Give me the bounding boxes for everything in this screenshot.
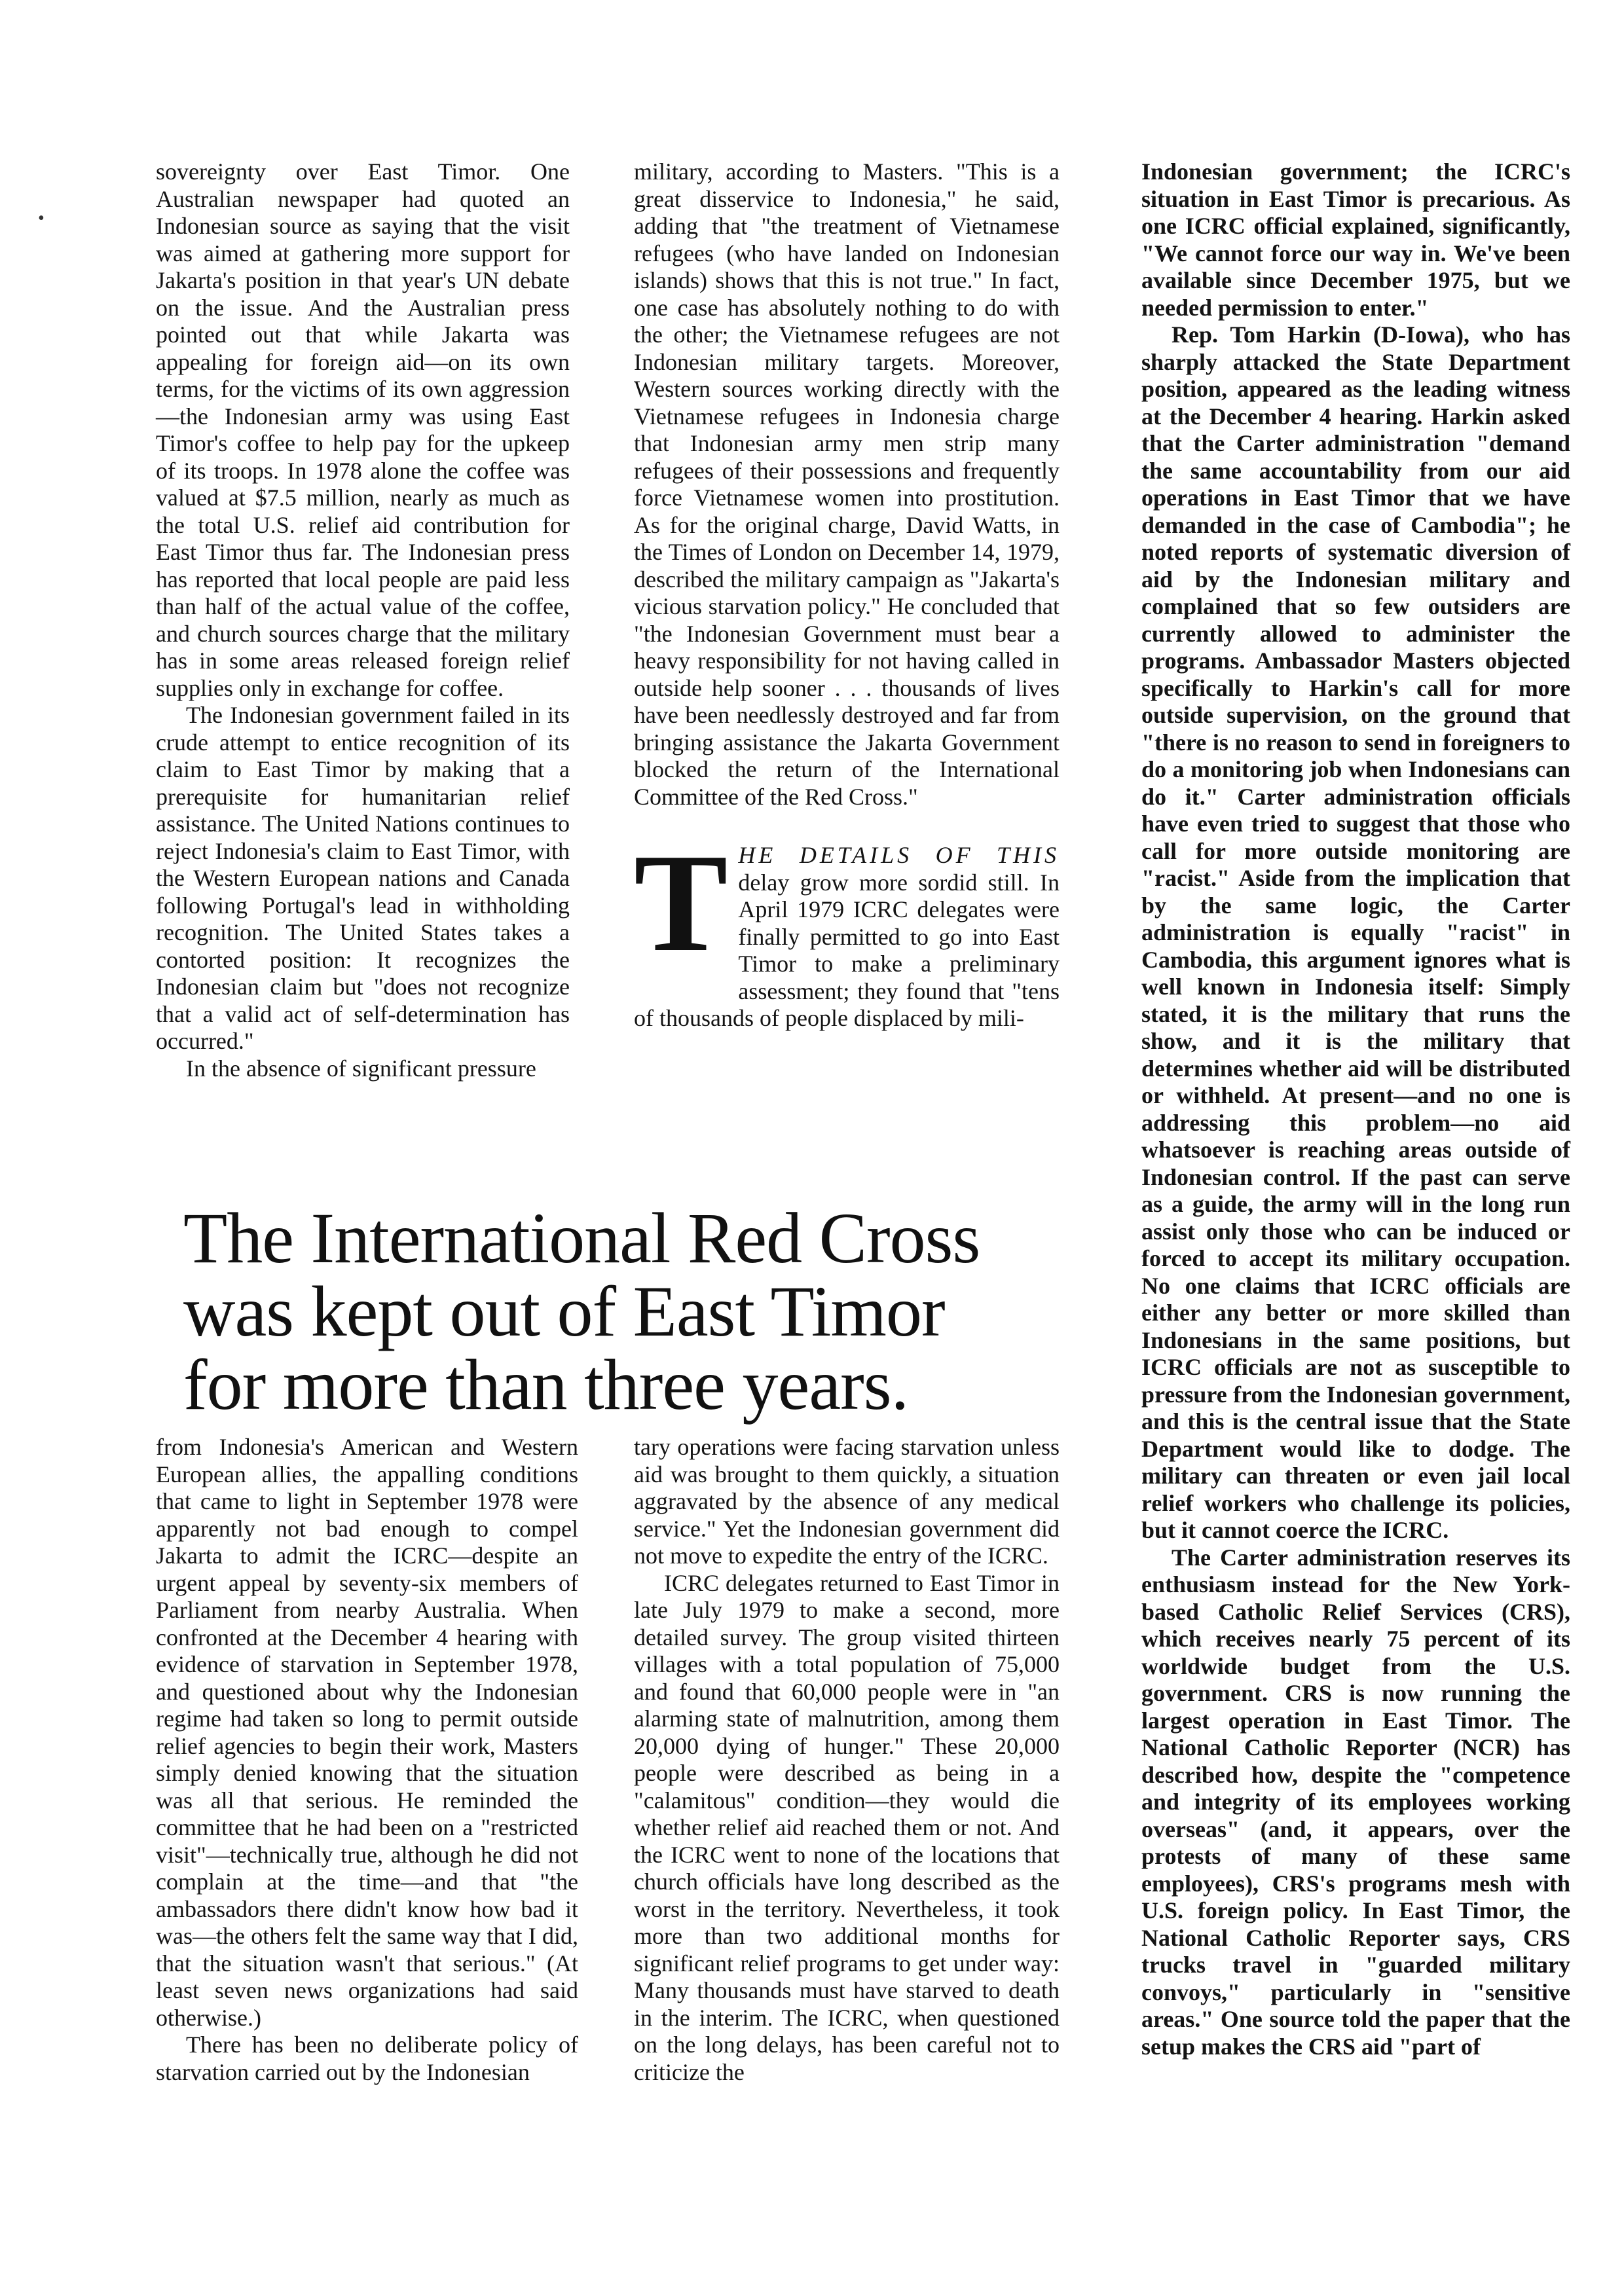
paragraph: The Indonesian government failed in its crude attempt to entice recognition of its claim to East Timor by making that a prerequisite for humanitarian relief assistance. The United Nations continues to reject Indonesia's claim to East Timor, with the Western European nations and Canada following Portugal's lead in withholding recognition. The United States takes a contorted position: It recognizes the Indonesian claim but "does not recognize that a valid act of self-determination has occurred."	[156, 702, 570, 1054]
pull-headline	[183, 1198, 1120, 1425]
headline-line: was kept out of East Timor	[183, 1271, 945, 1351]
scan-mark: •	[38, 208, 45, 228]
paragraph: In the absence of significant pressure	[186, 1055, 536, 1082]
column-top-left	[156, 158, 570, 1082]
paragraph: There has been no deliberate policy of starvation carried out by the Indonesian	[156, 2032, 578, 2085]
column-bottom-left	[156, 1434, 578, 2086]
paragraph: The Carter administration reserves its enthusiasm instead for the New York-based Catholic Relief Services (CRS), which receives nearly 75 percent of its worldwide budget from the U.S. government. CRS is now running the largest operation in East Timor. The National Catholic Reporter (NCR) has described how, despite the "competence and integrity of its employees working overseas" (and, it appears, over the protests of many of these same employees), CRS's programs mesh with U.S. foreign policy. In East Timor, the National Catholic Reporter says, CRS trucks travel in "guarded military convoys," particularly in "sensitive areas." One source told the paper that the setup makes the CRS aid "part of	[1141, 1544, 1570, 2060]
paragraph: Rep. Tom Harkin (D-Iowa), who has sharply attacked the State Department position, appeared as the leading witness at the December 4 hearing. Harkin asked that the Carter administration "demand the same accountability from our aid operations in East Timor that we have demanded in the case of Cambodia"; he noted reports of systematic diversion of aid by the Indonesian military and complained that so few outsiders are currently allowed to administer the programs. Ambassador Masters objected specifically to Harkin's call for more outside supervision, on the ground that "there is no reason to send in foreigners to do a monitoring job when Indonesians can do it." Carter administration officials have even tried to suggest that those who call for more outside monitoring are "racist." Aside from the implication that by the same logic, the Carter administration is equally "racist" in Cambodia, this argument ignores what is well known in Indonesia itself: Simply stated, it is the military that runs the show, and it is the military that determines whether aid will be distributed or withheld. At present—and no one is addressing this problem—no aid whatsoever is reaching areas outside of Indonesian control. If the past can serve as a guide, the army will in the long run assist only those who can be induced or forced to accept its military occupation. No one claims that ICRC officials are either any better or more skilled than Indonesians in the same positions, but ICRC officials are not as susceptible to pressure from the Indonesian government, and this is the central issue that the State Department would like to dodge. The military can threaten or even jail local relief workers who challenge its policies, but it cannot coerce the ICRC.	[1141, 321, 1570, 1543]
paragraph: Indonesian government; the ICRC's situation in East Timor is precarious. As one ICRC official explained, significantly, "We cannot force our way in. We've been available since December 1975, but we needed permission to enter."	[1141, 158, 1570, 321]
column-top-middle	[634, 158, 1060, 1032]
drop-cap: T	[634, 824, 728, 981]
paragraph: sovereignty over East Timor. One Australian newspaper had quoted an Indonesian source as saying that the visit was aimed at gathering more support for Jakarta's position in that year's UN debate on the issue. And the Australian press pointed out that while Jakarta was appealing for foreign aid—on its own terms, for the victims of its own aggression—the Indonesian army was using East Timor's coffee to help pay for the upkeep of its troops. In 1978 alone the coffee was valued at $7.5 million, nearly as much as the total U.S. relief aid contribution for East Timor thus far. The Indonesian press has reported that local people are paid less than half of the actual value of the coffee, and church sources charge that the military has in some areas released foreign relief supplies only in exchange for coffee.	[156, 158, 570, 701]
column-right	[1141, 158, 1570, 2060]
paragraph: ICRC delegates returned to East Timor in late July 1979 to make a second, more detailed survey. The group visited thirteen villages with a total population of 75,000 and found that 60,000 people were in "an alarming state of malnutrition, among them 20,000 dying of hunger." These 20,000 people were described as being in a "calamitous" condition—they would die whether relief aid reached them or not. And the ICRC went to none of the locations that church officials have long described as the worst in the territory. Nevertheless, it took more than two additional months for significant relief programs to get under way: Many thousands must have starved to death in the interim. The ICRC, when questioned on the long delays, has been careful not to criticize the	[634, 1569, 1060, 2085]
paragraph: military, according to Masters. "This is a great disservice to Indonesia," he said, adding that "the treatment of Vietnamese refugees (who have landed on Indonesian islands) shows that this is not true." In fact, one case has absolutely nothing to do with the other; the Vietnamese refugees are not Indonesian military targets. Moreover, Western sources working directly with the Vietnamese refugees in Indonesia charge that Indonesian army men strip many refugees of their possessions and frequently force Vietnamese women into prostitution. As for the original charge, David Watts, in the Times of London on December 14, 1979, described the military campaign as "Jakarta's vicious starvation policy." He concluded that "the Indonesian Government must bear a heavy responsibility for not having called in outside help sooner . . . thousands of lives have been needlessly destroyed and far from bringing assistance the Jakarta Government blocked the return of the International Committee of the Red Cross."	[634, 158, 1060, 810]
paragraph: tary operations were facing starvation unless aid was brought to them quickly, a situation aggravated by the absence of any medical service." Yet the Indonesian government did not move to expedite the entry of the ICRC.	[634, 1434, 1060, 1569]
column-bottom-middle	[634, 1434, 1060, 2086]
headline-line: for more than three years.	[183, 1345, 909, 1425]
paragraph-text: delay grow more sordid still. In April 1979 ICRC delegates were finally permitted to go into East Timor to make a preliminary assessment; they found that "tens of thousands of people displaced by mili-	[634, 869, 1060, 1031]
section-opening	[634, 824, 1060, 1032]
paragraph: from Indonesia's American and Western European allies, the appalling conditions that came to light in September 1978 were apparently not bad enough to compel Jakarta to admit the ICRC—despite an urgent appeal by seventy-six members of Parliament from nearby Australia. When confronted at the December 4 hearing with evidence of starvation in September 1978, and questioned about why the Indonesian regime had taken so long to permit outside relief agencies to begin their work, Masters simply denied knowing that the situation was all that serious. He reminded the committee that he had been on a "restricted visit"—technically true, although he did not complain at the time—and that "the ambassadors there didn't know how bad it was—the others felt the same way that I did, that the situation wasn't that serious." (At least seven news organizations had said otherwise.)	[156, 1434, 578, 2031]
headline-line: The International Red Cross	[183, 1198, 980, 1278]
lead-in: HE DETAILS OF THIS	[738, 842, 1060, 868]
